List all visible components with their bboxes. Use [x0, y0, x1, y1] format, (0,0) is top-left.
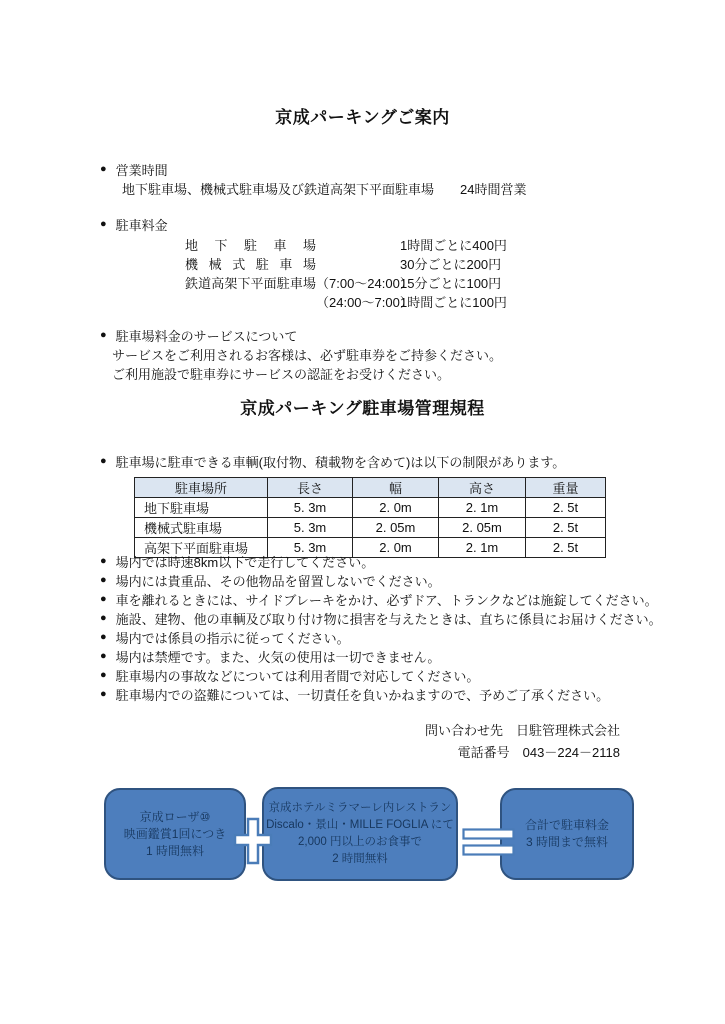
promo-line: 京成ローザ⑩ — [139, 809, 211, 824]
promo-line: Discalo・景山・MILLE FOGLIA にて — [266, 819, 454, 831]
table-cell: 5. 3m — [268, 518, 353, 538]
table-cell: 2. 0m — [353, 538, 439, 558]
table-header-row — [135, 478, 606, 498]
rule-item — [100, 647, 662, 666]
promo-box-total — [500, 788, 634, 880]
rule-text: 施設、建物、他の車輌及び取り付け物に損害を与えたときは、直ちに係員にお届けください。 — [115, 612, 662, 627]
rule-text: 場内は禁煙です。また、火気の使用は一切できません。 — [115, 650, 441, 665]
rule-text: 場内では時速8km以下で走行してください。 — [115, 555, 375, 570]
fees-section-heading — [100, 216, 168, 233]
table-cell: 2. 5t — [526, 538, 606, 558]
rule-text: 駐車場内の事故などについては利用者間で対応してください。 — [115, 669, 480, 684]
table-cell: 2. 5t — [526, 498, 606, 518]
hours-detail: 地下駐車場、機械式駐車場及び鉄道高架下平面駐車場 24時間営業 — [122, 182, 527, 197]
bullet-icon: ● — [100, 218, 107, 230]
column-header: 重量 — [526, 478, 606, 498]
table-intro-text: 駐車場に駐車できる車輌(取付物、積載物を含めて)は以下の制限があります。 — [115, 455, 566, 470]
bullet-icon: ● — [100, 631, 107, 643]
rule-item — [100, 590, 662, 609]
regulations-title: 京成パーキング駐車場管理規程 — [240, 399, 485, 418]
fee-lot-name: 機械式駐車場 — [185, 257, 316, 272]
vehicle-limits-table — [134, 477, 606, 558]
service-note: サービスをご利用されるお客様は、必ず駐車券をご持参ください。 — [112, 348, 503, 363]
table-row — [135, 518, 606, 538]
rule-item — [100, 628, 662, 647]
service-note: ご利用施設で駐車券にサービスの認証をお受けください。 — [112, 367, 451, 382]
table-cell: 高架下平面駐車場 — [135, 538, 268, 558]
table-cell: 2. 5t — [526, 518, 606, 538]
fee-lot-name: 地下駐車場 — [185, 238, 316, 253]
fee-time-range: （24:00～7:00） — [316, 295, 413, 310]
rule-text: 車を離れるときには、サイドブレーキをかけ、必ずドア、トランクなどは施錠してください。 — [115, 593, 658, 608]
fee-row — [185, 235, 507, 254]
table-cell: 2. 05m — [439, 518, 526, 538]
bullet-icon: ● — [100, 555, 107, 567]
rule-item — [100, 666, 662, 685]
bullet-icon: ● — [100, 669, 107, 681]
rule-text: 駐車場内での盗難については、一切責任を負いかねますので、予めご了承ください。 — [115, 688, 610, 703]
table-cell: 5. 3m — [268, 498, 353, 518]
table-row — [135, 498, 606, 518]
plus-icon — [233, 817, 273, 865]
equals-icon — [462, 828, 515, 858]
contact-company: 問い合わせ先 日駐管理株式会社 — [424, 723, 620, 738]
table-cell: 2. 05m — [353, 518, 439, 538]
hours-label: 営業時間 — [115, 163, 168, 178]
bullet-icon: ● — [100, 574, 107, 586]
table-cell: 地下駐車場 — [135, 498, 268, 518]
column-header: 幅 — [353, 478, 439, 498]
bullet-icon: ● — [100, 688, 107, 700]
rule-text: 場内では係員の指示に従ってください。 — [115, 631, 350, 646]
table-cell: 2. 1m — [439, 498, 526, 518]
contact-phone: 電話番号 043－224－2118 — [457, 745, 620, 760]
fee-row — [185, 254, 507, 273]
fee-price: 30分ごとに200円 — [400, 257, 502, 272]
rule-item — [100, 571, 662, 590]
promo-box-cinema — [104, 788, 246, 880]
fee-price: 1時間ごとに400円 — [400, 238, 507, 253]
table-cell: 2. 0m — [353, 498, 439, 518]
promo-line: 映画鑑賞1回につき — [123, 826, 227, 841]
table-cell: 5. 3m — [268, 538, 353, 558]
fee-price: 1時間ごとに100円 — [400, 295, 507, 310]
column-header: 高さ — [439, 478, 526, 498]
table-cell: 機械式駐車場 — [135, 518, 268, 538]
fee-row — [185, 273, 507, 292]
bullet-icon: ● — [100, 612, 107, 624]
fee-price: 15分ごとに100円 — [400, 276, 502, 291]
bullet-icon: ● — [100, 163, 107, 175]
bullet-icon: ● — [100, 329, 107, 341]
table-intro — [100, 453, 565, 470]
service-label: 駐車場料金のサービスについて — [115, 329, 298, 344]
rule-item — [100, 685, 662, 704]
promo-line: 1 時間無料 — [145, 843, 204, 858]
rules-list — [100, 552, 662, 704]
promo-line: 合計で駐車料金 — [524, 818, 609, 832]
fee-time-range: （7:00～24:00） — [316, 276, 413, 291]
page-title: 京成パーキングご案内 — [275, 108, 450, 127]
contact-info — [425, 720, 620, 764]
promo-box-restaurant — [262, 787, 458, 881]
bullet-icon: ● — [100, 650, 107, 662]
fee-row — [185, 292, 507, 311]
column-header: 長さ — [268, 478, 353, 498]
column-header: 駐車場所 — [135, 478, 268, 498]
rule-item — [100, 609, 662, 628]
table-cell: 2. 1m — [439, 538, 526, 558]
promo-line: 3 時間まで無料 — [525, 835, 608, 849]
fee-list — [185, 235, 507, 311]
fee-lot-name: 鉄道高架下平面駐車場 — [185, 276, 316, 291]
bullet-icon: ● — [100, 455, 107, 467]
bullet-icon: ● — [100, 593, 107, 605]
fees-label: 駐車料金 — [115, 218, 168, 233]
hours-section-heading — [100, 161, 168, 178]
rule-item — [100, 552, 662, 571]
rule-text: 場内には貴重品、その他物品を留置しないでください。 — [115, 574, 441, 589]
promo-line: 京成ホテルミラマーレ内レストラン — [268, 802, 452, 814]
promo-line: 2 時間無料 — [332, 853, 388, 865]
promo-line: 2,000 円以上のお食事で — [298, 836, 422, 848]
service-section-heading — [100, 327, 297, 344]
